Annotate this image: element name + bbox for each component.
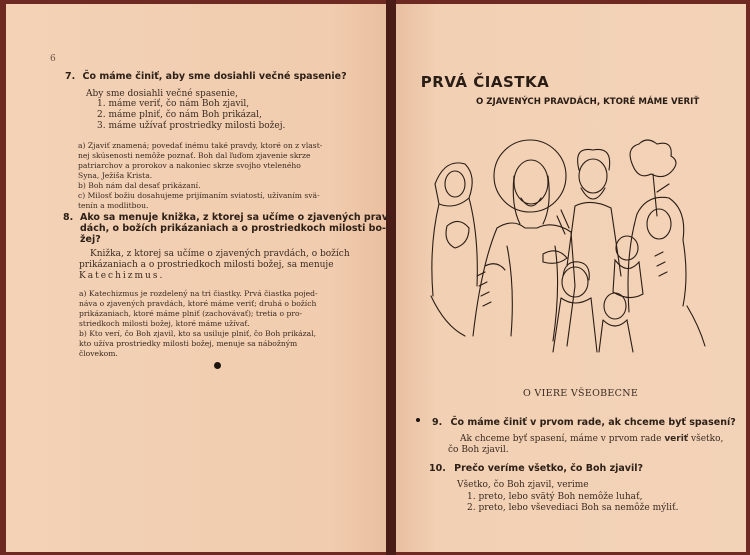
question-8-number: 8. [63,212,74,223]
note-line: tenín a modlitbou. [78,201,149,210]
question-9 [432,416,736,429]
question-8-line: Ako sa menuje knižka, z ktorej sa učíme o zjavených prav- [80,212,392,223]
question-10 [429,462,643,475]
note-line: striedkoch milosti božej, ktoré máme užívať. [79,319,250,328]
page-number: 6 [50,54,56,64]
note-line: Syna, Ježiša Krista. [78,171,153,180]
answer-item: 1. preto, lebo svätý Boh nemôže luhať, [467,492,643,502]
question-number: 9. [432,417,443,428]
answer-line: Knižka, z ktorej sa učíme o zjavených pravdách, o božích [90,249,350,259]
answer-bold: veriť [664,434,689,444]
note-line: náva o zjavených pravdách, ktoré máme veriť; druhá o božích [79,299,317,308]
answer-intro: Všetko, čo Boh zjavil, verime [457,480,589,490]
note-line: človekom. [79,349,118,358]
note-line: b) Kto verí, čo Boh zjavil, kto sa usiluje plniť, čo Boh prikázal, [79,329,317,338]
part-title: PRVÁ ČIASTKA [420,73,550,91]
section-heading: O VIERE VŠEOBECNE [523,388,639,399]
answer-item: 1. máme veriť, čo nám Boh zjavil, [97,99,250,109]
answer-line: prikázaniach a o prostriedkoch milosti božej, sa menuje [79,260,334,270]
illustration-jesus-with-children [425,136,715,354]
question-number: 10. [429,463,446,474]
note-line: prikázaniach, ktoré máme plniť (zachovávať); tretia o pro- [79,309,303,318]
note-line: a) Katechizmus je rozdelený na tri čiastky. Prvá čiastka pojed- [79,289,318,298]
question-text: Čo máme činiť, aby sme dosiahli večné spasenie? [82,71,347,82]
question-number: 7. [65,71,76,82]
halo [494,140,566,212]
answer-text: všetko, [690,434,724,444]
answer-item: 2. preto, lebo vševediaci Boh sa nemôže mýliť. [467,503,679,513]
note-line: a) Zjaviť znamená; povedať inému také pravdy, ktoré on z vlast- [78,141,323,150]
question-8-line: žej? [80,234,101,245]
note-line: b) Boh nám dal desať prikázaní. [78,181,201,190]
note-line: c) Milosť božiu dosahujeme prijímaním sviatostí, užívaním svä- [78,191,320,200]
note-line: patriarchov a prorokov a nakoniec skrze svojho vteleného [78,161,301,170]
answer-item: 2. máme plniť, čo nám Boh prikázal, [97,110,262,120]
note-line: kto užíva prostriedky milosti božej, menuje sa nábožným [79,339,298,348]
answer-item: 3. máme užívať prostriedky milosti božej. [97,121,286,131]
answer-line [460,434,723,445]
bullet-mark [416,418,420,422]
ink-dot [214,362,221,369]
answer-text: Ak chceme byť spasení, máme v prvom rade [460,434,662,444]
question-text: Čo máme činiť v prvom rade, ak chceme byť spasení? [450,417,736,428]
part-subtitle: O ZJAVENÝCH PRAVDÁCH, KTORÉ MÁME VERIŤ [476,97,700,107]
question-text: Prečo veríme všetko, čo Boh zjavil? [454,463,643,474]
answer-emphasis: Katechizmus. [79,271,165,281]
note-line: nej skúsenosti nemôže poznať. Boh dal ľuďom zjavenie skrze [78,151,311,160]
answer-intro: Aby sme dosiahli večné spasenie, [86,89,238,99]
question-8-line: dách, o božích prikázaniach a o prostriedkoch milosti bo- [80,223,386,234]
answer-line: čo Boh zjavil. [448,445,509,455]
